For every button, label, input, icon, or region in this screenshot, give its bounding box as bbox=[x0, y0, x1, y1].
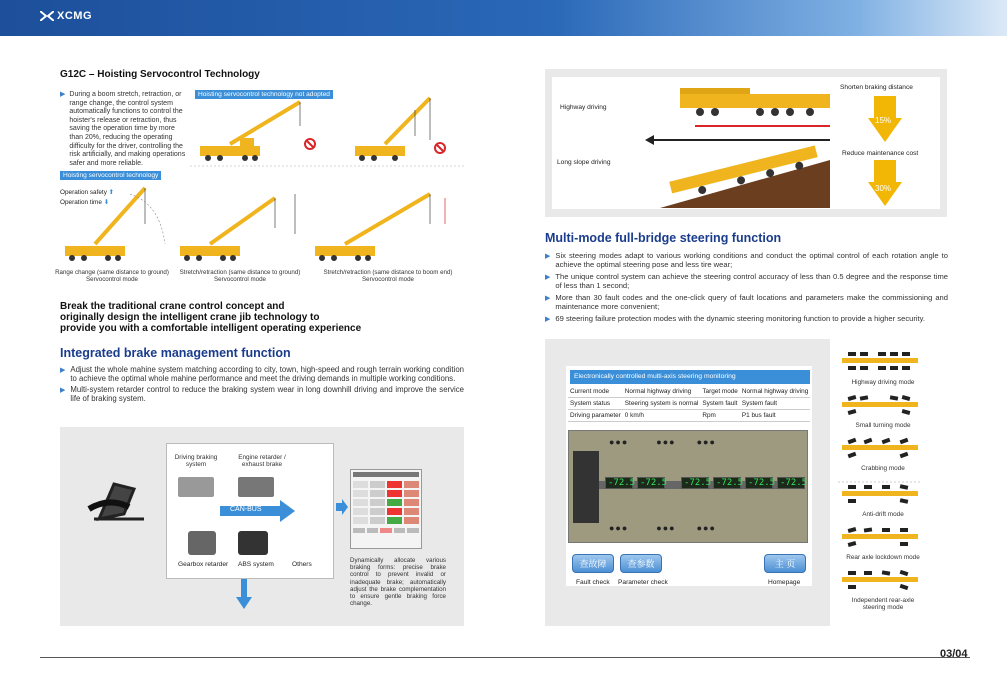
mode-label: Independent rear-axle steering mode bbox=[851, 597, 915, 611]
brake-bullets bbox=[60, 365, 464, 403]
cranes-adopted-illustration bbox=[60, 184, 465, 266]
maintenance-value: 30% bbox=[875, 184, 892, 193]
brake-system-icon bbox=[178, 477, 214, 497]
not-adopted-label: Hoisting servocontrol technology not adopted bbox=[195, 90, 333, 99]
bullet-icon: ▶ bbox=[545, 316, 551, 323]
shorten-value: 15% bbox=[875, 116, 892, 125]
mode-diagram bbox=[838, 480, 922, 506]
mode-label: Rear axle lockdown mode bbox=[846, 554, 920, 561]
hoisting-intro-text: During a boom stretch, retraction, or range change, the control system automatically functions to control the hoister's release or retraction, thus saving the operation time by more than 20%, reducing the operating difficulty for the driver, controlling the risk artificially, and making operations safer and more reliable. bbox=[69, 91, 186, 167]
angle-reading: -72.5 bbox=[777, 477, 805, 489]
homepage-button[interactable]: 主 页 bbox=[764, 554, 806, 573]
brake-diagram bbox=[60, 427, 464, 626]
others-label: Others bbox=[292, 561, 312, 568]
engine-retarder-label: Engine retarder / exhaust brake bbox=[238, 454, 286, 468]
crane-illustration bbox=[65, 188, 165, 261]
mode-diagram bbox=[838, 434, 922, 460]
down-arrow-icon: ⬇ bbox=[101, 199, 110, 206]
mode-label: Crabbing mode bbox=[861, 465, 905, 472]
bullet-icon: ▶ bbox=[545, 274, 551, 281]
cab-icon bbox=[573, 451, 599, 523]
crane-caption: Range change (same distance to ground) Servocontrol mode bbox=[55, 269, 169, 283]
page-number: 03/04 bbox=[940, 648, 968, 660]
tagline: Break the traditional crane control concept and originally design the intelligent crane jib technology to provide you with a comfortable intelligent operating experience bbox=[60, 301, 362, 334]
list-item: ▶ Multi-system retarder control to reduce the braking system wear in long downhill driving and improve the service life of braking system. bbox=[60, 385, 464, 403]
footer-divider bbox=[40, 657, 970, 658]
up-arrow-icon: ⬆ bbox=[106, 189, 115, 196]
crane-caption: Stretch/retraction (same distance to boom end) Servocontrol mode bbox=[323, 269, 453, 283]
table-row: Driving parameter 0 km/h Rpm P1 bus fault bbox=[568, 410, 810, 422]
angle-reading: -72.5 bbox=[605, 477, 633, 489]
brake-pedal-icon bbox=[84, 469, 154, 529]
adopted-label: Hoisting servocontrol technology bbox=[60, 171, 161, 180]
xcmg-mark-icon bbox=[40, 11, 54, 21]
bullet-icon: ▶ bbox=[545, 253, 551, 260]
list-item: ▶ Six steering modes adapt to various working conditions and conduct the optimal control of each rotation angle to achieve the optimal steering pose and less tire wear; bbox=[545, 251, 948, 269]
crane-illustration bbox=[315, 194, 445, 261]
engine-icon bbox=[238, 477, 274, 497]
list-item: ▶ Adjust the whole mahine system matching according to city, town, high-speed and rough terrain working condition to achieve the optimal whole mahine performance and meet the driving demands in multiple working conditions. bbox=[60, 365, 464, 383]
mode-diagram bbox=[838, 391, 922, 417]
maintenance-label: Reduce maintenance cost bbox=[842, 150, 919, 157]
highway-driving-label: Highway driving bbox=[560, 104, 607, 111]
crane-caption: Stretch/retraction (same distance to ground) Servocontrol mode bbox=[179, 269, 301, 283]
table-row: Current mode Normal highway driving Target mode Normal highway driving bbox=[568, 386, 810, 398]
brake-description: Dynamically allocate various braking forms: precise brake control to prevent invalid or inadequate brake; automatically adjust the brake complementation to ensure gentle braking force change. bbox=[350, 557, 446, 608]
list-item: ▶ 69 steering failure protection modes with the dynamic steering monitoring function to provide a higher security. bbox=[545, 314, 926, 323]
angle-reading: -72.5 bbox=[713, 477, 741, 489]
crane-illustration bbox=[355, 98, 430, 161]
mode-diagram bbox=[838, 346, 922, 374]
steering-modes bbox=[838, 346, 928, 611]
bullet-icon: ▶ bbox=[60, 91, 66, 98]
list-item: ▶ More than 30 fault codes and the one-click query of fault locations and parameters make the commissioning and maintenance more convenient; bbox=[545, 293, 948, 311]
steering-title: Multi-mode full-bridge steering function bbox=[545, 231, 782, 245]
crane-illustration bbox=[180, 194, 295, 261]
abs-label: ABS system bbox=[238, 561, 274, 568]
axle-dots: ●●● ●●● ●●● bbox=[609, 437, 716, 447]
brake-control-panel bbox=[350, 469, 422, 549]
can-bus-label: CAN-BUS bbox=[230, 506, 262, 513]
driving-illustration bbox=[640, 80, 840, 208]
mode-label: Highway driving mode bbox=[851, 379, 915, 386]
brand-logo bbox=[40, 10, 92, 22]
abs-icon bbox=[238, 531, 268, 555]
right-arrow-icon bbox=[336, 499, 348, 515]
monitor-title: Electronically controlled multi-axis steering monitoring bbox=[570, 370, 810, 384]
legend-safety: Operation safety ⬆ bbox=[60, 189, 115, 196]
hoisting-title: G12C – Hoisting Servocontrol Technology bbox=[60, 69, 260, 80]
mode-label: Small turning mode bbox=[855, 422, 911, 429]
brake-title: Integrated brake management function bbox=[60, 346, 291, 360]
crane-illustration bbox=[200, 102, 300, 161]
mode-diagram bbox=[838, 566, 922, 592]
monitor-table bbox=[568, 386, 810, 422]
mode-diagram bbox=[838, 523, 922, 549]
angle-reading: -72.5 bbox=[745, 477, 773, 489]
axle-diagram bbox=[568, 430, 808, 543]
bullet-icon: ▶ bbox=[545, 295, 551, 302]
down-arrow-icon bbox=[236, 579, 252, 609]
fault-check-button[interactable]: 查故障 bbox=[572, 554, 614, 573]
list-item: ▶ The unique control system can achieve the steering control accuracy of less than 0.5 degree and the response time of less than 1 second; bbox=[545, 272, 948, 290]
legend-time: Operation time ⬇ bbox=[60, 199, 110, 206]
parameter-check-label: Parameter check bbox=[618, 579, 668, 586]
cranes-not-adopted-illustration bbox=[190, 96, 465, 168]
parameter-check-button[interactable]: 查参数 bbox=[620, 554, 662, 573]
down-arrow-icon bbox=[868, 160, 902, 206]
driving-braking-label: Driving braking system bbox=[174, 454, 218, 468]
long-slope-label: Long slope driving bbox=[557, 159, 611, 166]
steering-bullets bbox=[545, 251, 948, 324]
bullet-icon: ▶ bbox=[60, 367, 66, 374]
brand-name: XCMG bbox=[57, 10, 92, 22]
mode-label: Anti-drift mode bbox=[862, 511, 904, 518]
table-row: System status Steering system is normal System fault System fault bbox=[568, 398, 810, 410]
homepage-label: Homepage bbox=[768, 579, 801, 586]
fault-check-label: Fault check bbox=[576, 579, 610, 586]
gearbox-label: Gearbox retarder bbox=[178, 561, 229, 568]
header-bar bbox=[0, 0, 1007, 36]
angle-reading: -72.5 bbox=[681, 477, 709, 489]
gearbox-icon bbox=[188, 531, 216, 555]
shorten-label: Shorten braking distance bbox=[840, 84, 913, 91]
bullet-icon: ▶ bbox=[60, 387, 66, 394]
axle-dots: ●●● ●●● ●●● bbox=[609, 523, 716, 533]
hoisting-intro bbox=[60, 91, 188, 168]
angle-reading: -72.5 bbox=[637, 477, 665, 489]
